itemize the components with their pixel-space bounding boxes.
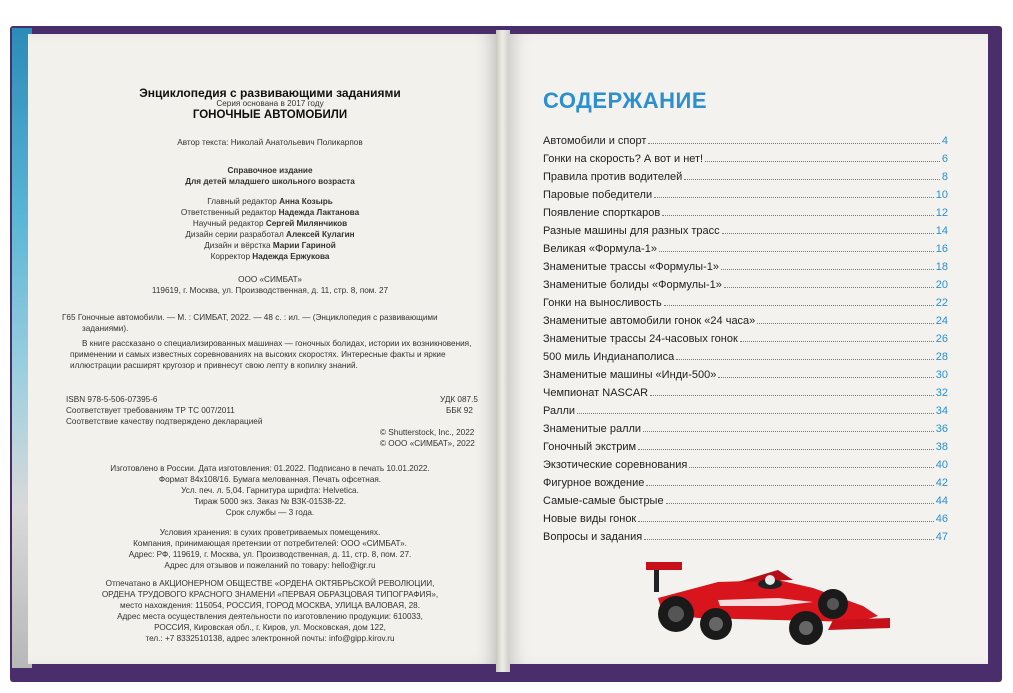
- rear-wing-strut: [654, 570, 659, 592]
- abstract-text: иллюстрации расширят кругозор и привнесут свою лепту в копилку знаний.: [70, 361, 358, 370]
- toc-item: Знаменитые трассы 24-часовых гонок 26: [543, 333, 948, 345]
- printer-info: Адрес места осуществления деятельности по изготовлению продукции: 610033,: [117, 612, 423, 621]
- series-founded: Серия основана в 2017 году: [216, 99, 324, 108]
- print-info: Усл. печ. л. 5,04. Гарнитура шрифта: Helvetica.: [181, 486, 359, 495]
- publisher: ООО «СИМБАТ»: [238, 275, 302, 284]
- print-info: Тираж 5000 экз. Заказ № ВЗК-01538-22.: [193, 497, 347, 506]
- toc-item: 500 миль Индианаполиса 28: [543, 351, 948, 363]
- toc-item: Паровые победители 10: [543, 189, 948, 201]
- toc-item: Ралли 34: [543, 405, 948, 417]
- printer-info: РОССИЯ, Кировская обл., г. Киров, ул. Московская, дом 122,: [154, 623, 386, 632]
- series-title: Энциклопедия с развивающими заданиями: [139, 86, 401, 100]
- toc-item: Гоночный экстрим 38: [543, 441, 948, 453]
- race-car-illustration: [628, 540, 898, 650]
- rear-hub-near: [709, 617, 723, 631]
- front-hub-near: [799, 621, 813, 635]
- udk: УДК 087.5: [440, 395, 478, 404]
- front-hub: [827, 598, 839, 610]
- toc-item: Гонки на выносливость 22: [543, 297, 948, 309]
- toc-item: Автомобили и спорт 4: [543, 135, 948, 147]
- publisher-address: 119619, г. Москва, ул. Производственная, д. 11, стр. 8, пом. 27: [151, 286, 389, 295]
- credit-line: Дизайн и вёрстка Марии Гариной: [204, 241, 336, 250]
- catalog-entry: Г65 Гоночные автомобили. — М. : СИМБАТ, 2022. — 48 с. : ил. — (Энциклопедия с развивающими: [62, 313, 438, 322]
- credit-line: Корректор Надежда Ержукова: [210, 252, 330, 261]
- toc-item: Чемпионат NASCAR 32: [543, 387, 948, 399]
- isbn: ISBN 978-5-506-07395-6: [66, 395, 158, 404]
- copyright: © ООО «СИМБАТ», 2022: [380, 439, 475, 448]
- rear-wing: [646, 562, 682, 570]
- toc-item: Вопросы и задания 47: [543, 531, 948, 543]
- toc-item: Экзотические соревнования 40: [543, 459, 948, 471]
- toc-item: Великая «Формула-1» 16: [543, 243, 948, 255]
- audience: Для детей младшего школьного возраста: [185, 177, 355, 186]
- toc-item: Гонки на скорость? А вот и нет! 6: [543, 153, 948, 165]
- toc-item: Знаменитые машины «Инди-500» 30: [543, 369, 948, 381]
- toc-item: Новые виды гонок 46: [543, 513, 948, 525]
- toc-item: Знаменитые автомобили гонок «24 часа» 24: [543, 315, 948, 327]
- printer-info: ОРДЕНА ТРУДОВОГО КРАСНОГО ЗНАМЕНИ «ПЕРВАЯ ОБРАЗЦОВАЯ ТИПОГРАФИЯ»,: [101, 590, 439, 599]
- driver-helmet: [765, 575, 775, 585]
- rear-hub: [668, 606, 684, 622]
- storage-info: Адрес: РФ, 119619, г. Москва, ул. Производственная, д. 11, стр. 8, пом. 27.: [128, 550, 412, 559]
- abstract-text: применении и самых известных соревнованиях на высоких скоростях. Интересные факты и яркие: [70, 350, 446, 359]
- toc-item: Разные машины для разных трасс 14: [543, 225, 948, 237]
- contents-title: СОДЕРЖАНИЕ: [543, 88, 708, 113]
- toc-item: Знаменитые трассы «Формулы-1» 18: [543, 261, 948, 273]
- edition-type: Справочное издание: [227, 166, 313, 175]
- print-info: Изготовлено в России. Дата изготовления: 01.2022. Подписано в печать 10.01.2022.: [110, 464, 430, 473]
- toc-item: Самые-самые быстрые 44: [543, 495, 948, 507]
- book-title: ГОНОЧНЫЕ АВТОМОБИЛИ: [192, 109, 348, 121]
- conformity: Соответствует требованиям ТР ТС 007/2011: [66, 406, 235, 415]
- abstract-text: В книге рассказано о специализированных машинах — гоночных болидах, истории их возникновения,: [82, 339, 472, 348]
- storage-info: Адрес для отзывов и пожеланий по товару: hello@igr.ru: [164, 561, 376, 570]
- credit-line: Научный редактор Сергей Милянчиков: [192, 219, 348, 228]
- credit-line: Ответственный редактор Надежда Лактанова: [180, 208, 360, 217]
- print-info: Формат 84х108/16. Бумага мелованная. Печать офсетная.: [158, 475, 382, 484]
- printer-info: место нахождения: 115054, РОССИЯ, ГОРОД МОСКВА, УЛИЦА ВАЛОВАЯ, 28.: [119, 601, 420, 610]
- toc-item: Правила против водителей 8: [543, 171, 948, 183]
- toc-item: Знаменитые ралли 36: [543, 423, 948, 435]
- copyright: © Shutterstock, Inc., 2022: [380, 428, 475, 437]
- toc-item: Фигурное вождение 42: [543, 477, 948, 489]
- author-line: Автор текста: Николай Анатольевич Поликарпов: [177, 138, 363, 147]
- storage-info: Компания, принимающая претензии от потребителей: ООО «СИМБАТ».: [133, 539, 407, 548]
- credit-line: Главный редактор Анна Козырь: [207, 197, 333, 206]
- toc-item: Появление спорткаров 12: [543, 207, 948, 219]
- bbk: ББК 92: [446, 406, 473, 415]
- storage-info: Условия хранения: в сухих проветриваемых помещениях.: [159, 528, 381, 537]
- catalog-entry: заданиями).: [82, 324, 129, 333]
- declaration: Соответствие качеству подтверждено декларацией: [66, 417, 263, 426]
- toc-item: Знаменитые болиды «Формулы-1» 20: [543, 279, 948, 291]
- print-info: Срок службы — 3 года.: [225, 508, 315, 517]
- printer-info: тел.: +7 8332510138, адрес электронной почты: info@gipp.kirov.ru: [145, 634, 395, 643]
- credit-line: Дизайн серии разработал Алексей Кулагин: [185, 230, 355, 239]
- printer-info: Отпечатано в АКЦИОНЕРНОМ ОБЩЕСТВЕ «ОРДЕНА ОКТЯБРЬСКОЙ РЕВОЛЮЦИИ,: [105, 579, 435, 588]
